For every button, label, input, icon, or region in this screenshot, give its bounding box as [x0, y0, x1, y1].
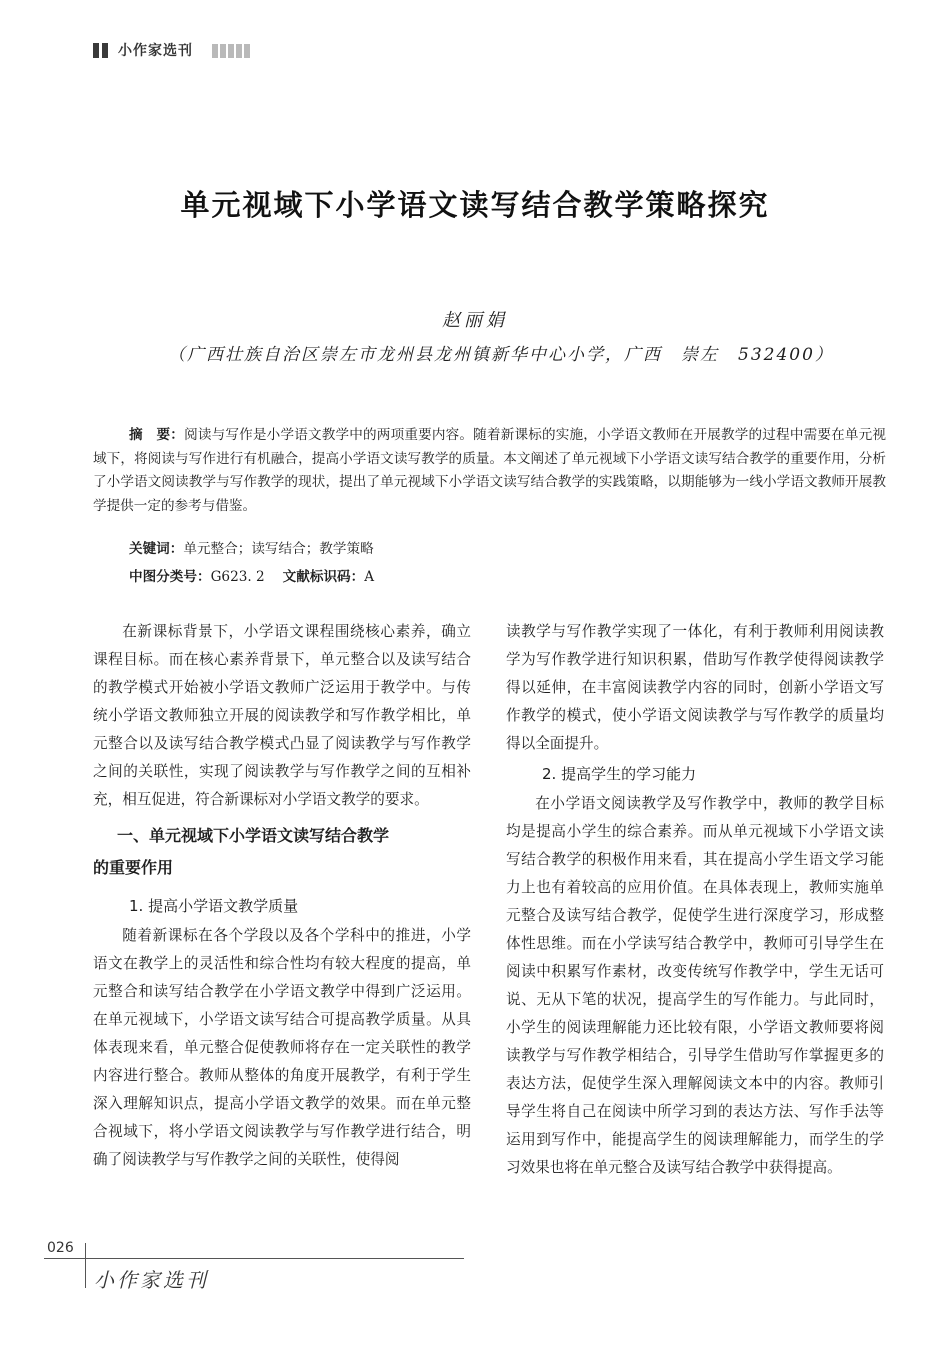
- left-column: [93, 618, 471, 1174]
- paragraph: 在小学语文阅读教学及写作教学中，教师的教学目标均是提高小学生的综合素养。而从单元视域下小学语文读写结合教学的积极作用来看，其在提高小学生语文学习能力上也有着较高的应用价值。在具体表现上，教师实施单元整合及读写结合教学，促使学生进行深度学习，形成整体性思维。而在小学读写结合教学中，教师可引导学生在阅读中积累写作素材，改变传统写作教学中，学生无话可说、无从下笔的状况，提高学生的写作能力。与此同时，小学生的阅读理解能力还比较有限，小学语文教师要将阅读教学与写作教学相结合，引导学生借助写作掌握更多的表达方法，促使学生深入理解阅读文本中的内容。教师引导学生将自己在阅读中所学习到的表达方法、写作手法等运用到写作中，能提高学生的阅读理解能力，而学生的学习效果也将在单元整合及读写结合教学中获得提高。: [506, 795, 884, 1176]
- abstract-label: 摘 要：: [129, 427, 185, 443]
- footer-rule-vertical: [85, 1243, 86, 1288]
- author-name: 赵丽娟: [442, 310, 508, 331]
- keywords: [129, 537, 374, 557]
- clc-code: G623. 2: [210, 569, 265, 585]
- subsection-heading-1: 1. 提高小学语文教学质量: [129, 897, 299, 915]
- subsection-heading-2: 2. 提高学生的学习能力: [542, 765, 697, 783]
- keywords-text: 单元整合；读写结合；教学策略: [183, 541, 374, 557]
- abstract-text: 阅读与写作是小学语文教学中的两项重要内容。随着新课标的实施，小学语文教师在开展教学的过程中需要在单元视域下，将阅读与写作进行有机融合，提高小学语文读写教学的质量。本文阐述了单元视域下小学语文读写结合教学的重要作用，分析了小学语文阅读教学与写作教学的现状，提出了单元视域下小学语文读写结合教学的实践策略，以期能够为一线小学语文教师开展教学提供一定的参考与借鉴。: [93, 427, 887, 514]
- header-decoration: [212, 44, 250, 58]
- footer-rule: [44, 1258, 464, 1259]
- abstract: [93, 424, 886, 518]
- intro-paragraph: 在新课标背景下，小学语文课程围绕核心素养，确立课程目标。而在核心素养背景下，单元整合以及读写结合的教学模式开始被小学语文教师广泛运用于教学中。与传统小学语文教师独立开展的阅读教学和写作教学相比，单元整合以及读写结合教学模式凸显了阅读教学与写作教学之间的关联性，实现了阅读教学与写作教学之间的互相补充，相互促进，符合新课标对小学语文教学的要求。: [93, 623, 471, 808]
- header-marker: [93, 43, 108, 58]
- clc-label: 中图分类号：: [129, 569, 211, 585]
- running-header-title: 小作家选刊: [118, 43, 193, 59]
- journal-logo: 小作家选刊: [94, 1268, 209, 1292]
- section-heading-1-cont: 的重要作用: [93, 858, 174, 877]
- doc-code-label: 文献标识码：: [282, 569, 365, 585]
- paragraph: 随着新课标在各个学段以及各个学科中的推进，小学语文在教学上的灵活性和综合性均有较大程度的提高，单元整合和读写结合教学在小学语文教学中得到广泛运用。在单元视域下，小学语文读写结合可提高教学质量。从具体表现来看，单元整合促使教师将存在一定关联性的教学内容进行整合。教师从整体的角度开展教学，有利于学生深入理解知识点，提高小学语文教学的效果。而在单元整合视域下，将小学语文阅读教学与写作教学进行结合，明确了阅读教学与写作教学之间的关联性，使得阅: [93, 927, 471, 1168]
- doc-code: A: [364, 569, 375, 585]
- keywords-label: 关键词：: [129, 541, 184, 557]
- continued-paragraph: 读教学与写作教学实现了一体化，有利于教师利用阅读教学为写作教学进行知识积累，借助写作教学使得阅读教学得以延伸，在丰富阅读教学内容的同时，创新小学语文写作教学的模式，使小学语文阅读教学与写作教学的质量均得以全面提升。: [506, 623, 884, 752]
- section-heading-1: 一、单元视域下小学语文读写结合教学: [117, 826, 390, 845]
- author-affiliation: （广西壮族自治区崇左市龙州县龙州镇新华中心小学，广西 崇左 532400）: [168, 345, 834, 365]
- page-number: 026: [47, 1240, 74, 1256]
- article-title: 单元视域下小学语文读写结合教学策略探究: [180, 188, 770, 222]
- classification-line: [129, 565, 374, 585]
- right-column: [506, 618, 884, 1182]
